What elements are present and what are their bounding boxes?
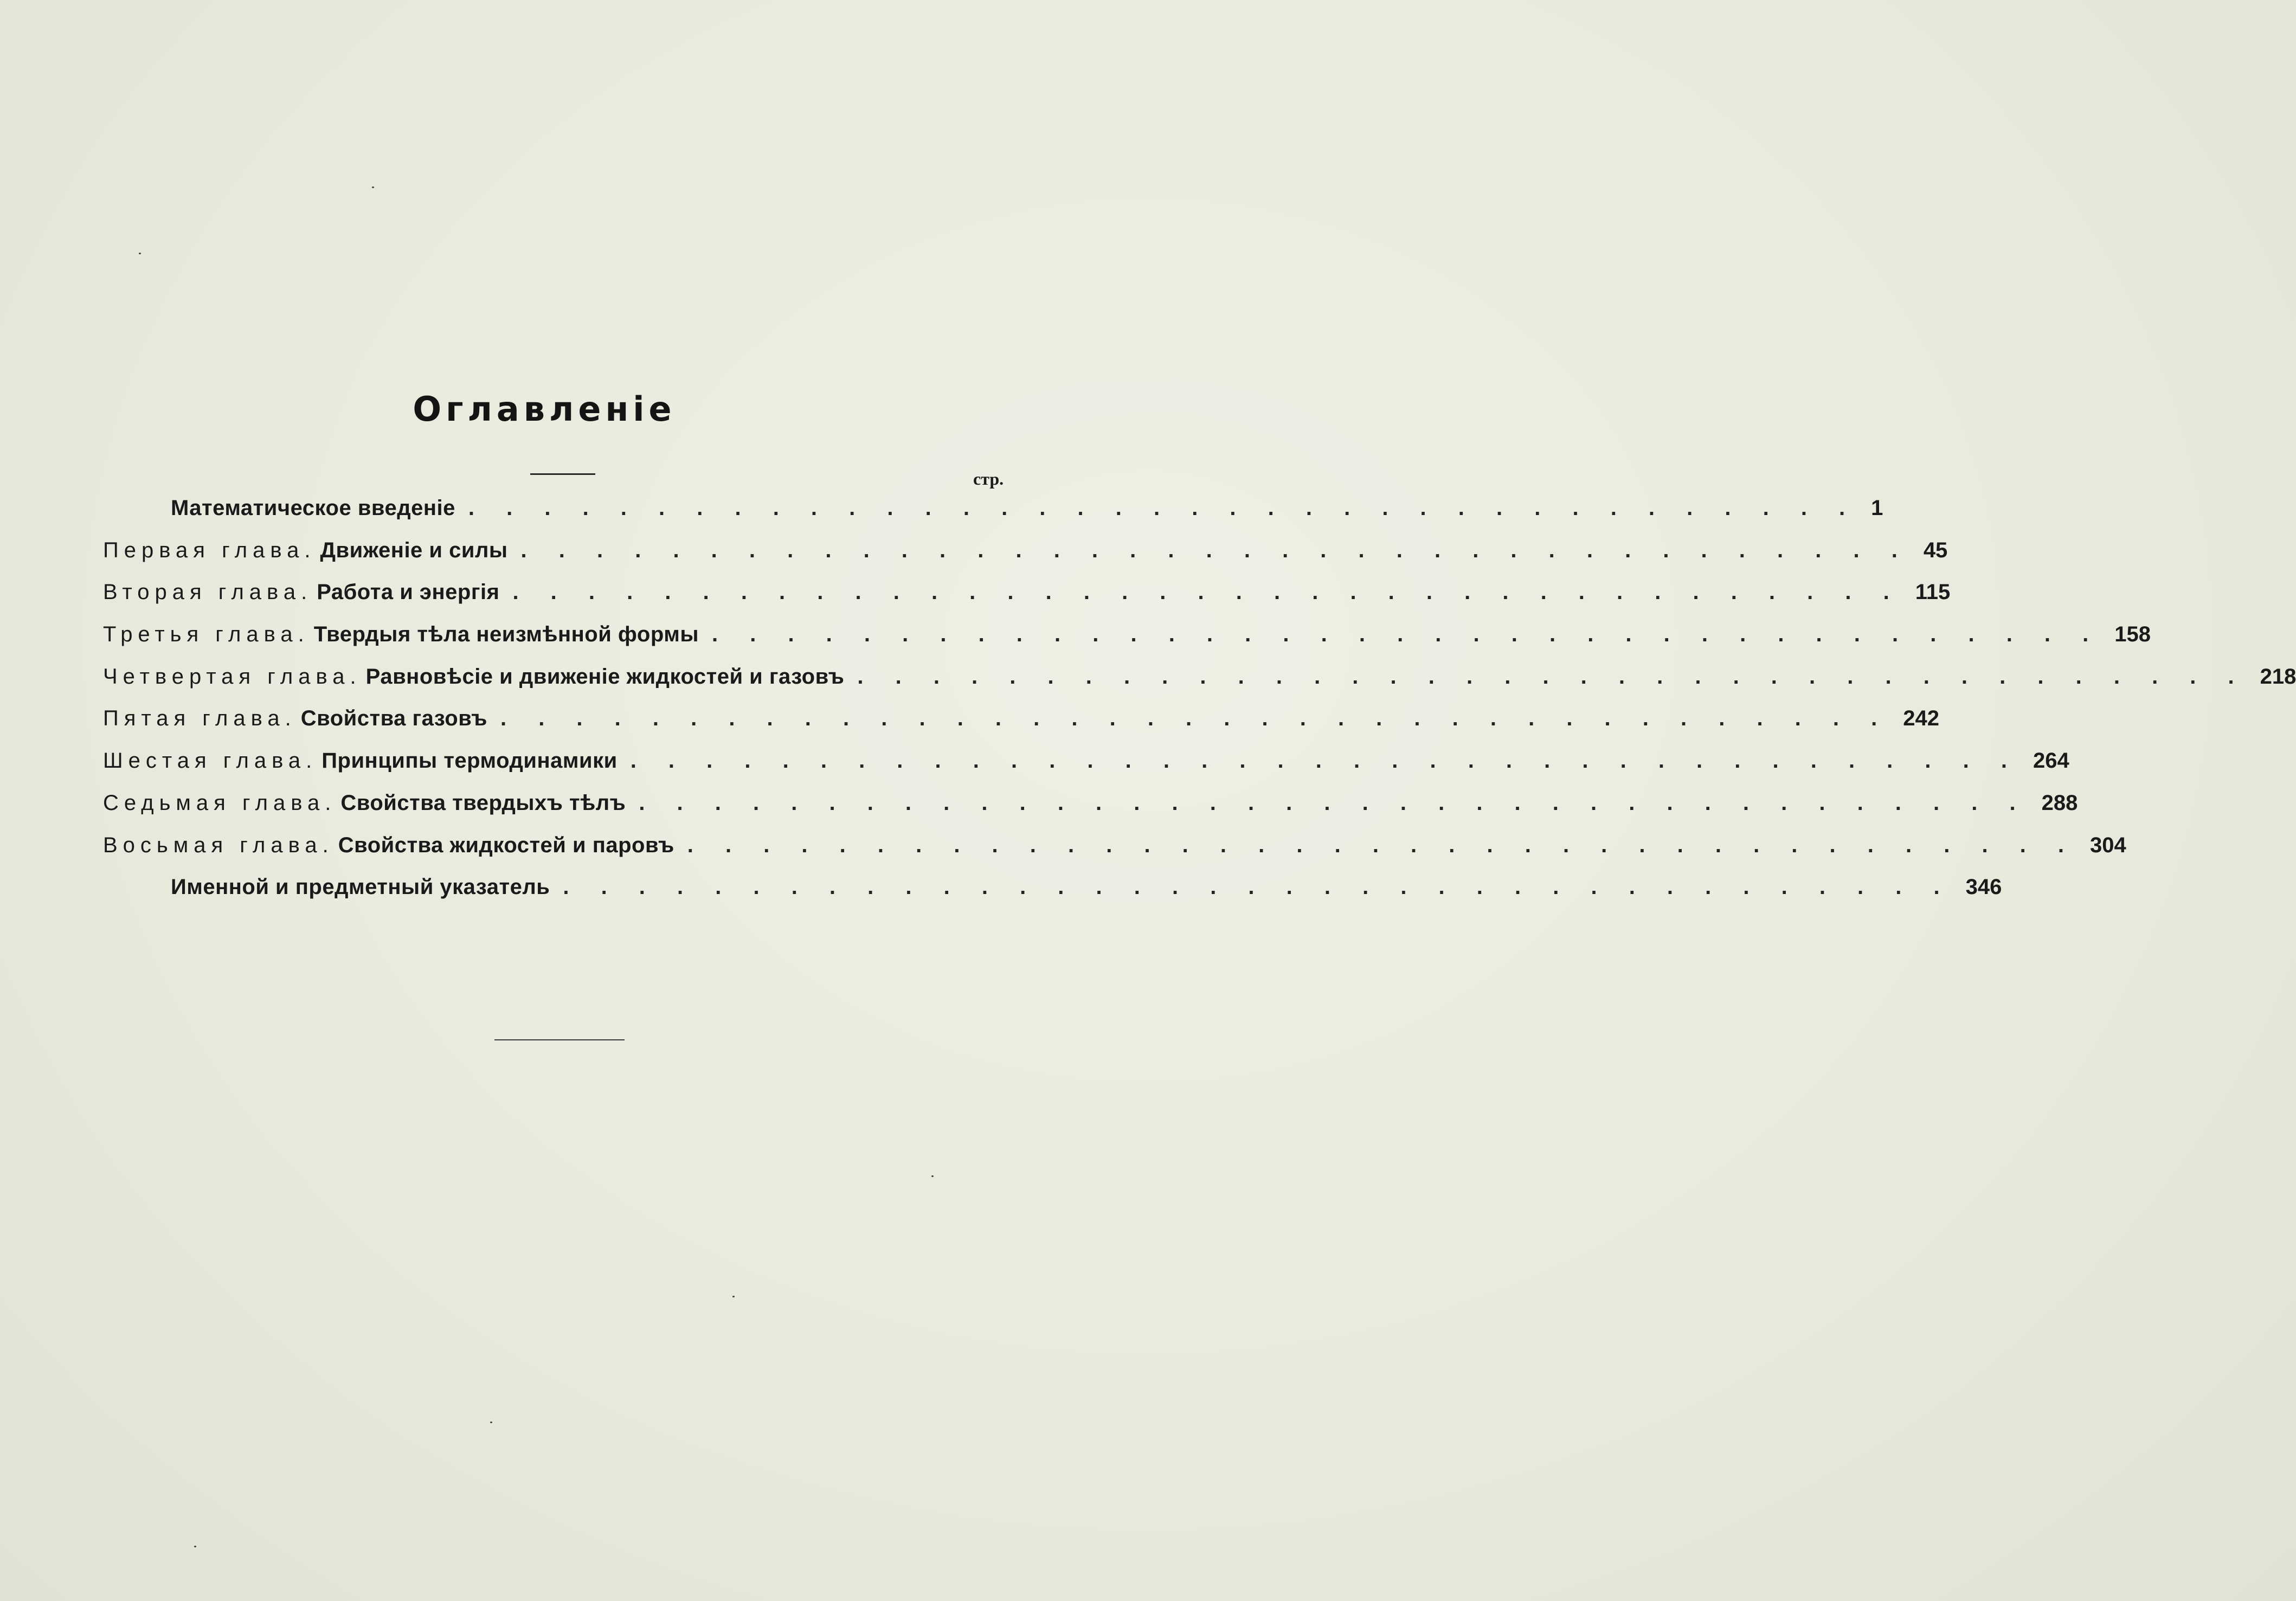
page-column-label: стр. — [973, 469, 1004, 488]
toc-entry[interactable] — [103, 706, 1939, 749]
chapter-label: Пятая глава. — [103, 706, 297, 731]
dot-leader: . . . . . . . . . . . . . . . . . . . . . . . . . . . . . . . . . . . . . — [520, 538, 1911, 562]
entry-page-number: 346 — [1965, 875, 2002, 899]
entry-title: Твердыя тѣла неизмѣнной формы — [313, 622, 699, 647]
toc-entry[interactable] — [103, 580, 1951, 622]
dot-leader: . . . . . . . . . . . . . . . . . . . . . . . . . . . . . . . . . . . . . — [857, 664, 2247, 689]
paper-speck — [732, 1296, 735, 1297]
dot-leader: . . . . . . . . . . . . . . . . . . . . . . . . . . . . . . . . . . . . . — [639, 790, 2029, 815]
chapter-label: Вторая глава. — [103, 580, 313, 605]
entry-page-number: 45 — [1923, 538, 1948, 562]
dot-leader: . . . . . . . . . . . . . . . . . . . . . . . . . . . . . . . . . . . . . — [563, 875, 1953, 899]
entry-title: Именной и предметный указатель — [171, 875, 550, 899]
title-divider — [530, 473, 595, 475]
entry-title: Работа и энергiя — [317, 580, 500, 605]
entry-title: Равновѣсiе и движенiе жидкостей и газовъ — [365, 664, 845, 689]
paper-speck — [931, 1175, 934, 1177]
toc-entry[interactable] — [103, 622, 2151, 665]
dot-leader: . . . . . . . . . . . . . . . . . . . . . . . . . . . . . . . . . . . . . — [630, 749, 2020, 773]
end-divider — [494, 1039, 625, 1040]
chapter-label: Седьмая глава. — [103, 790, 337, 815]
paper-speck — [194, 1546, 196, 1547]
paper-speck — [139, 253, 141, 254]
table-of-contents — [103, 496, 2296, 917]
entry-title: Свойства твердыхъ тѣлъ — [340, 790, 626, 815]
chapter-label: Третья глава. — [103, 622, 310, 647]
entry-title: Свойства газовъ — [300, 706, 487, 731]
entry-page-number: 218 — [2260, 664, 2296, 689]
entry-page-number: 288 — [2041, 790, 2078, 815]
page-title: Оглавленiе — [413, 389, 676, 429]
entry-title: Движенiе и силы — [320, 538, 508, 562]
entry-page-number: 264 — [2033, 749, 2069, 773]
dot-leader: . . . . . . . . . . . . . . . . . . . . . . . . . . . . . . . . . . . . . — [468, 496, 1858, 520]
entry-page-number: 242 — [1903, 706, 1939, 731]
dot-leader: . . . . . . . . . . . . . . . . . . . . . . . . . . . . . . . . . . . . . — [512, 580, 1902, 605]
toc-entry[interactable] — [103, 790, 2078, 833]
chapter-label: Четвертая глава. — [103, 664, 362, 689]
entry-page-number: 304 — [2090, 833, 2126, 857]
paper-speck — [372, 187, 374, 188]
chapter-label: Первая глава. — [103, 538, 316, 562]
paper-speck — [490, 1422, 492, 1423]
toc-entry[interactable] — [103, 749, 2069, 791]
toc-entry[interactable] — [103, 496, 1883, 538]
toc-entry[interactable] — [103, 538, 1948, 581]
dot-leader: . . . . . . . . . . . . . . . . . . . . . . . . . . . . . . . . . . . . . — [500, 706, 1890, 731]
dot-leader: . . . . . . . . . . . . . . . . . . . . . . . . . . . . . . . . . . . . . — [687, 833, 2078, 857]
chapter-label: Восьмая глава. — [103, 833, 334, 857]
toc-entry[interactable] — [103, 875, 2002, 917]
toc-entry[interactable] — [103, 664, 2296, 707]
entry-title: Принципы термодинамики — [321, 749, 618, 773]
dot-leader: . . . . . . . . . . . . . . . . . . . . . . . . . . . . . . . . . . . . . — [711, 622, 2102, 647]
entry-page-number: 158 — [2114, 622, 2151, 647]
entry-page-number: 1 — [1871, 496, 1883, 520]
entry-title: Математическое введенiе — [171, 496, 455, 520]
toc-entry[interactable] — [103, 833, 2126, 876]
entry-page-number: 115 — [1915, 580, 1951, 605]
chapter-label: Шестая глава. — [103, 749, 318, 773]
entry-title: Свойства жидкостей и паровъ — [338, 833, 674, 857]
